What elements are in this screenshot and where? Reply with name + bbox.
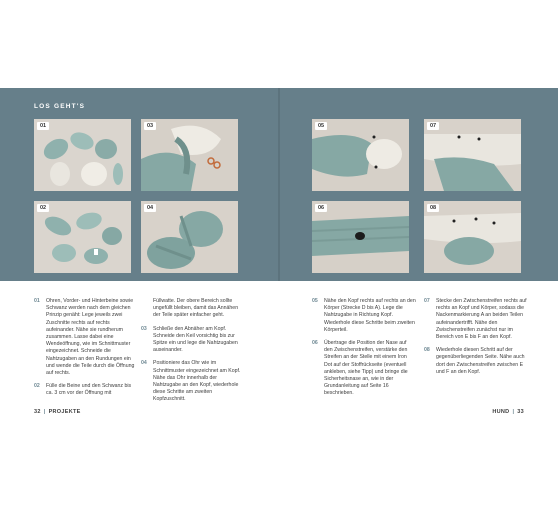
step-number: 04: [141, 360, 147, 367]
footer-separator: |: [43, 409, 46, 415]
instruction-column-2: [141, 298, 245, 410]
photo-number: 06: [315, 204, 327, 212]
step-text: Positioniere das Ohr wie im Schnittmuster eingezeichnet am Kopf. Nähe das Ohr innerhalb der Nahtzugabe an den Kopf, wiederhole diese Schritte am zweiten Kopfzuschnitt.: [153, 360, 241, 403]
photo-number: 07: [427, 122, 439, 130]
step-number: 05: [312, 298, 318, 304]
step-text: Übertrage die Position der Nase auf den Zwischenstreifen, verstärke den Streifen an der Stelle mit einem Iron Dot auf der Stoffrückseite (eventuell ankleben, siehe Tipp) und bringe die Sicherheitsnase an, wie in der Grundanleitung auf Seite 16 beschrieben.: [324, 340, 408, 397]
photo-number: 08: [427, 204, 439, 212]
step-number: 07: [424, 298, 430, 304]
instruction-step: [424, 298, 528, 341]
step-photo-07: [424, 119, 521, 191]
step-photo-05: [312, 119, 409, 191]
step-photo-03: [141, 119, 238, 191]
page-number-left: 32: [34, 409, 41, 415]
photo-number: 05: [315, 122, 327, 130]
photo-number: 04: [144, 204, 156, 212]
footer-right: [492, 409, 524, 415]
step-text: Fülle die Beine und den Schwanz bis ca. 3 cm vor der Öffnung mit: [46, 383, 132, 397]
footer-section-label: PROJEKTE: [48, 409, 81, 415]
step-text: Ohren, Vorder- und Hinterbeine sowie Schwanz werden nach dem gleichen Prinzip genäht: Lege jeweils zwei Zuschnitte rechts auf rechts aufeinander. Nähe sie rundherum zusammen. Lasse dabei eine Wendeöffnung, wie im Schnittmuster eingezeichnet. Schneide die Nahtzugaben an den Rundungen ein und wende die Teile durch die Öffnung auf rechts.: [46, 298, 135, 377]
instruction-step: [312, 340, 416, 398]
photo-number: 02: [37, 204, 49, 212]
instruction-column-4: [424, 298, 528, 382]
instruction-step: [34, 298, 138, 377]
step-photo-04: [141, 201, 238, 273]
instruction-column-1: [34, 298, 138, 404]
step-number: 08: [424, 347, 430, 354]
instruction-step: [424, 347, 528, 376]
step-number: 02: [34, 383, 40, 390]
step-text: Nähe den Kopf rechts auf rechts an den Körper (Strecke D bis A). Lege die Nahtzugabe in Richtung Kopf. Wiederhole diese Schritte beim zweiten Körperteil.: [324, 298, 416, 333]
step-photo-01: [34, 119, 131, 191]
instruction-step: [34, 383, 138, 397]
section-title: LOS GEHT'S: [34, 103, 86, 110]
instruction-step: [141, 360, 245, 403]
instruction-step: [141, 326, 245, 355]
step-text: Stecke den Zwischenstreifen rechts auf rechts an Kopf und Körper, sodass die Nackenmarkierung A an beiden Teilen aufeinandertrifft. Nähe den Zwischenstreifen zunächst nur im Bereich von E bis F an den Kopf.: [436, 298, 527, 341]
instruction-column-3: [312, 298, 416, 404]
step-number: 06: [312, 340, 318, 347]
footer-chapter-label: HUND: [492, 409, 510, 415]
footer-left: [34, 409, 81, 415]
step-number: 03: [141, 325, 147, 332]
step-photo-08: [424, 201, 521, 273]
step-continuation: Füllwatte. Der obere Bereich sollte ungefüllt bleiben, damit das Annähen der Teile später einfacher geht.: [153, 298, 239, 319]
step-text: Schließe den Abnäher am Kopf. Schneide den Keil vorsichtig bis zur Spitze ein und lege die Nahtzugaben auseinander.: [153, 325, 238, 354]
step-photo-02: [34, 201, 131, 273]
page-number-right: 33: [517, 409, 524, 415]
footer-separator: |: [512, 409, 515, 415]
step-photo-06: [312, 201, 409, 273]
photo-number: 01: [37, 122, 49, 130]
step-text: Wiederhole diesen Schritt auf der gegenüberliegenden Seite. Nähe auch dort den Zwischenstreifen zwischen E und F an den Kopf.: [436, 347, 525, 375]
step-number: 01: [34, 298, 40, 304]
book-gutter: [278, 88, 280, 281]
photo-number: 03: [144, 122, 156, 130]
instruction-step: [312, 298, 416, 334]
